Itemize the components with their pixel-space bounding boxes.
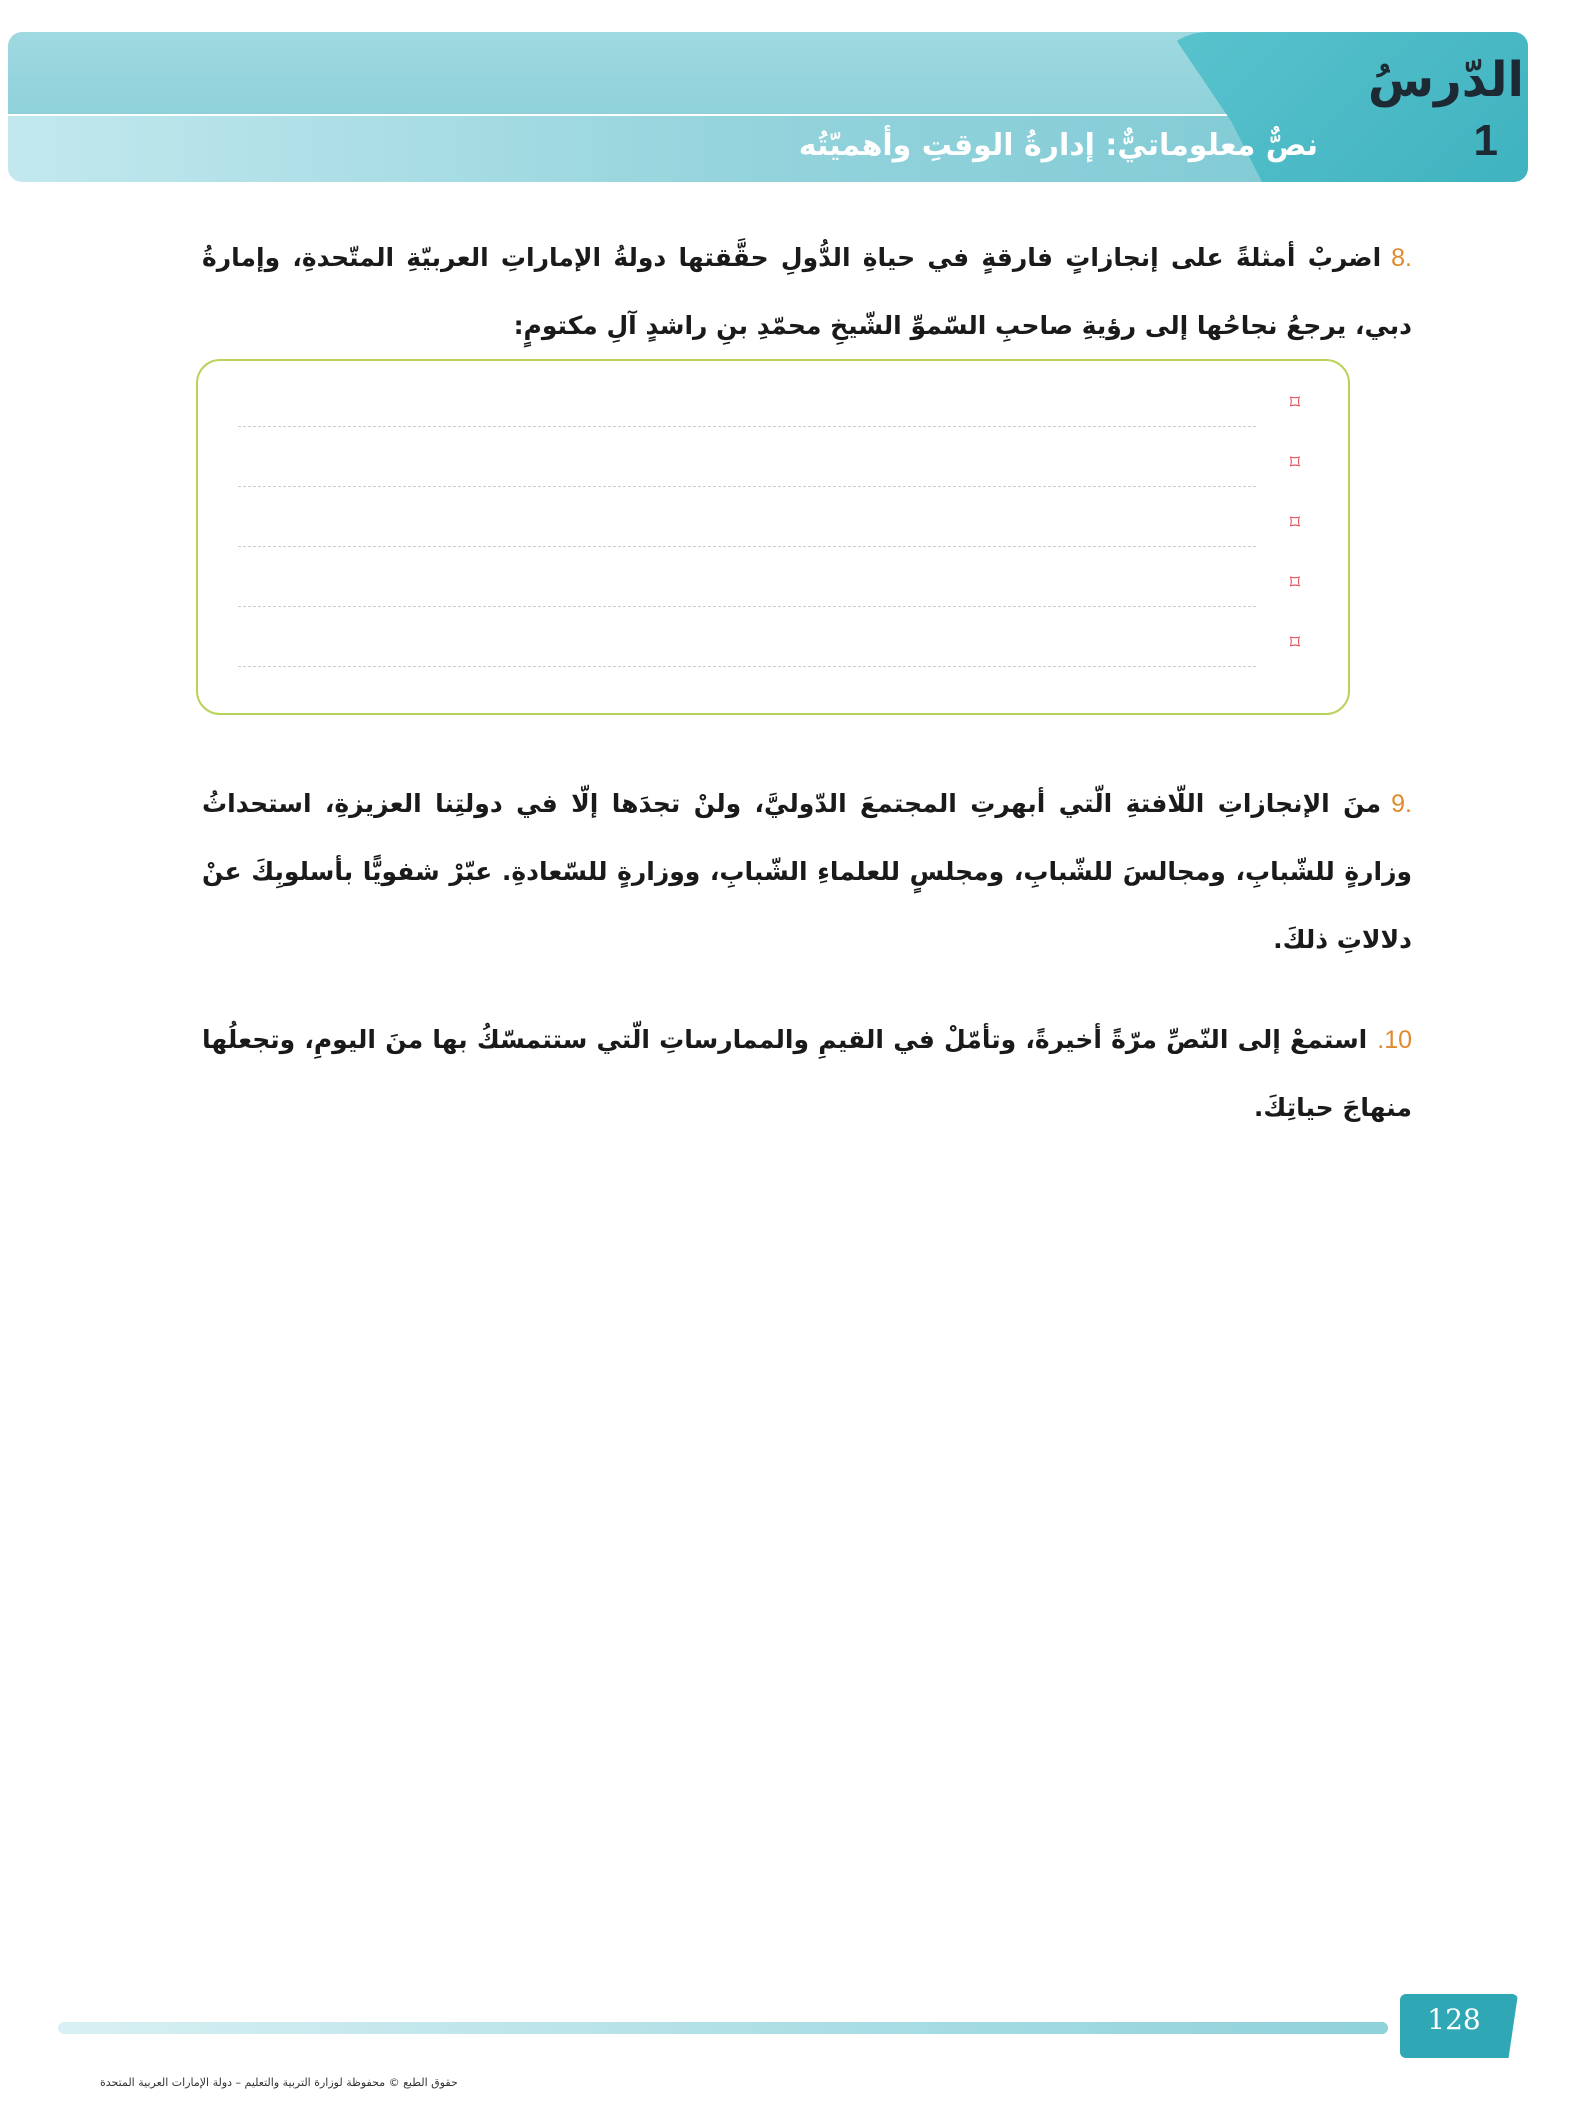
footer-bar (58, 2022, 1388, 2034)
page-number: 128 (1427, 2003, 1481, 2036)
question-10 (202, 1006, 1412, 1142)
answer-line[interactable] (238, 507, 1308, 547)
bullet-icon: ⌑ (1289, 630, 1300, 654)
answer-line[interactable] (238, 567, 1308, 607)
bullet-icon: ⌑ (1289, 570, 1300, 594)
question-text: منَ الإنجازاتِ اللّافتةِ الّتي أبهرتِ المجتمعَ الدّوليَّ، ولنْ تجدَها إلّا في دولتِنا العزيزةِ، استحداثُ وزارةٍ للشّبابِ، ومجالسَ للشّبابِ، ومجلسٍ للعلماءِ الشّبابِ، ووزارةٍ للسّعادةِ. عبّرْ شفويًّا بأسلوبِكَ عنْ دلالاتِ ذلكَ. (202, 789, 1412, 954)
header-banner-back (8, 32, 1364, 114)
dashed-line (238, 666, 1256, 667)
question-number: 10. (1377, 1026, 1412, 1054)
question-number: .8 (1391, 244, 1412, 272)
question-text: استمعْ إلى النّصِّ مرّةً أخيرةً، وتأمّلْ في القيمِ والممارساتِ الّتي ستتمسّكُ بها منَ اليومِ، وتجعلُها منهاجَ حياتِكَ. (202, 1025, 1412, 1122)
question-number: .9 (1391, 790, 1412, 818)
dashed-line (238, 426, 1256, 427)
answer-line[interactable] (238, 447, 1308, 487)
copyright-notice: حقوق الطبع © محفوظة لوزارة التربية والتعليم – دولة الإمارات العربية المتحدة (100, 2076, 458, 2089)
lesson-label: الدّرسُ (1367, 52, 1524, 108)
lesson-subtitle: نصٌّ معلوماتيٌّ: إدارةُ الوقتِ وأهميّتُه (798, 128, 1318, 163)
question-8 (202, 224, 1412, 360)
bullet-icon: ⌑ (1289, 450, 1300, 474)
dashed-line (238, 606, 1256, 607)
dashed-line (238, 486, 1256, 487)
question-text: اضربْ أمثلةً على إنجازاتٍ فارقةٍ في حياةِ الدُّولِ حقَّقتها دولةُ الإماراتِ العربيّةِ المتّحدةِ، وإمارةُ دبي، يرجعُ نجاحُها إلى رؤيةِ صاحبِ السّموِّ الشّيخِ محمّدِ بنِ راشدٍ آلِ مكتومٍ: (202, 243, 1412, 340)
bullet-icon: ⌑ (1289, 510, 1300, 534)
answer-box (196, 359, 1350, 715)
question-9 (202, 770, 1412, 974)
lesson-number: 1 (1473, 116, 1498, 165)
answer-line[interactable] (238, 627, 1308, 667)
bullet-icon: ⌑ (1289, 390, 1300, 414)
answer-line[interactable] (238, 387, 1308, 427)
dashed-line (238, 546, 1256, 547)
